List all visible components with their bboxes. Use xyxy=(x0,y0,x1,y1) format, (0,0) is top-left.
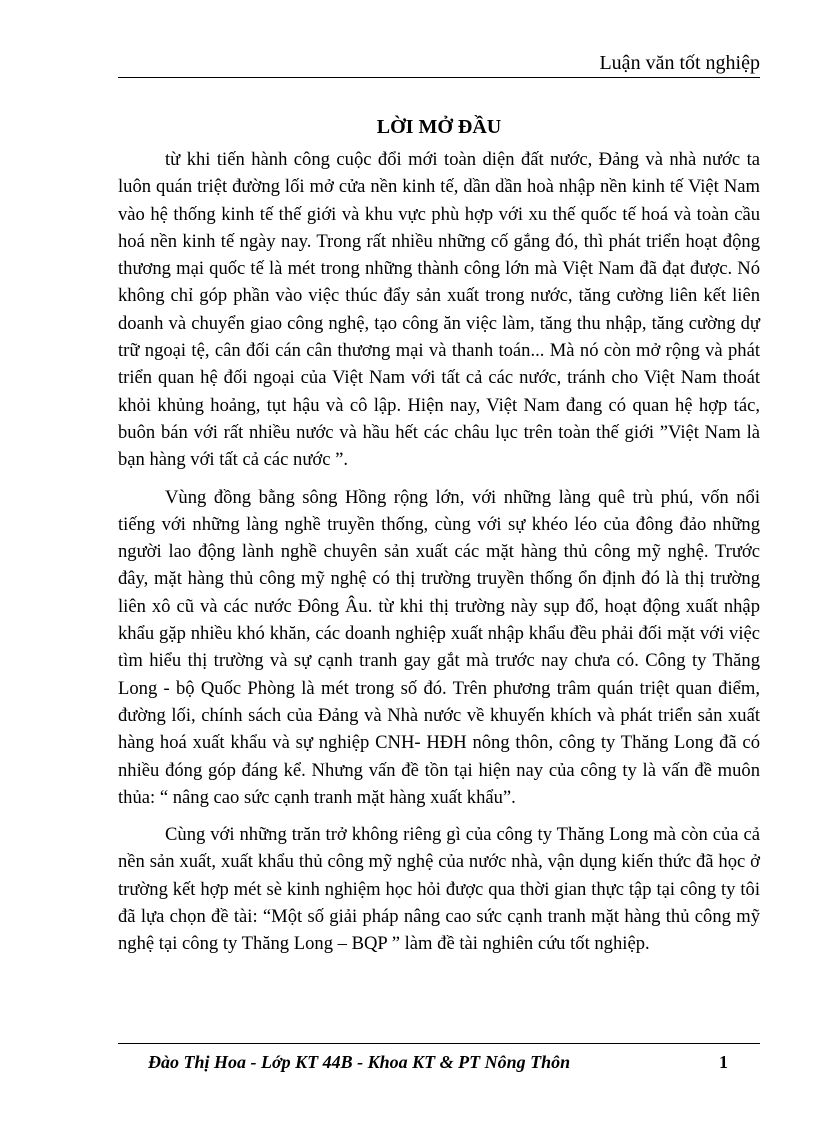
paragraph-3: Cùng với những trăn trở không riêng gì của công ty Thăng Long mà còn của cả nền sản xuất, xuất khẩu thủ công mỹ nghệ của nước nhà, vận dụng kiến thức đã học ở trường kết hợp mét sè kinh nghiệm học hỏi được qua thời gian thực tập tại công ty tôi đã lựa chọn đề tài: “Một số giải pháp nâng cao sức cạnh tranh mặt hàng thủ công mỹ nghệ tại công ty Thăng Long – BQP ” làm đề tài nghiên cứu tốt nghiệp. xyxy=(118,824,760,955)
document-body xyxy=(118,146,760,968)
paragraph-2: Vùng đồng bằng sông Hồng rộng lớn, với những làng quê trù phú, vốn nổi tiếng với những làng nghề truyền thống, cùng với sự khéo léo của đông đảo những người lao động lành nghề chuyên sản xuất các mặt hàng thủ công mỹ nghệ. Trước đây, mặt hàng thủ công mỹ nghệ có thị trường truyền thống ổn định đó là thị trường liên xô cũ và các nước Đông Âu. từ khi thị trường này sụp đổ, hoạt động xuất nhập khẩu gặp nhiều khó khăn, các doanh nghiệp xuất nhập khẩu đều phải đối mặt với việc tìm hiểu thị trường và sự cạnh tranh gay gắt mà trước nay chưa có. Công ty Thăng Long - bộ Quốc Phòng là mét trong số đó. Trên phương trâm quán triệt quan điểm, đường lối, chính sách của Đảng và Nhà nước về khuyến khích và phát triển sản xuất hàng hoá xuất khẩu và sự nghiệp CNH- HĐH nông thôn, công ty Thăng Long đã có nhiều đóng góp đáng kể. Nhưng vấn đề tồn tại hiện nay của công ty là vấn đề muôn thủa: “ nâng cao sức cạnh tranh mặt hàng xuất khẩu”. xyxy=(118,486,760,808)
footer-author: Đào Thị Hoa - Lớp KT 44B - Khoa KT & PT Nông Thôn xyxy=(148,1052,571,1072)
header-divider xyxy=(118,77,760,78)
running-footer xyxy=(118,1049,760,1075)
paragraph-1: từ khi tiến hành công cuộc đổi mới toàn diện đất nước, Đảng và nhà nước ta luôn quán triệt đường lối mở cửa nền kinh tế, dần dần hoà nhập nền kinh tế Việt Nam vào hệ thống kinh tế thế giới và khu vực phù hợp với xu thế quốc tế hoá và toàn cầu hoá nền kinh tế ngày nay. Trong rất nhiều những cố gắng đó, thì phát triển hoạt động thương mại quốc tế là mét trong những thành công lớn mà Việt Nam đã đạt được. Nó không chỉ góp phần vào việc thúc đẩy sản xuất trong nước, tăng cường liên kết liên doanh và chuyển giao công nghệ, tạo công ăn việc làm, tăng thu nhập, tăng cường dự trữ ngoại tệ, cân đối cán cân thương mại và thanh toán... Mà nó còn mở rộng và phát triển quan hệ đối ngoại của Việt Nam với tất cả các nước, tránh cho Việt Nam thoát khỏi khủng hoảng, tụt hậu và cô lập. Hiện nay, Việt Nam đang có quan hệ hợp tác, buôn bán với rất nhiều nước và hầu hết các châu lục trên toàn thế giới ”Việt Nam là bạn hàng với tất cả các nước ”. xyxy=(118,149,760,471)
document-title: LỜI MỞ ĐẦU xyxy=(376,116,502,138)
running-header: Luận văn tốt nghiệp xyxy=(599,52,760,74)
footer-divider xyxy=(118,1043,760,1044)
page-number: 1 xyxy=(719,1052,728,1072)
